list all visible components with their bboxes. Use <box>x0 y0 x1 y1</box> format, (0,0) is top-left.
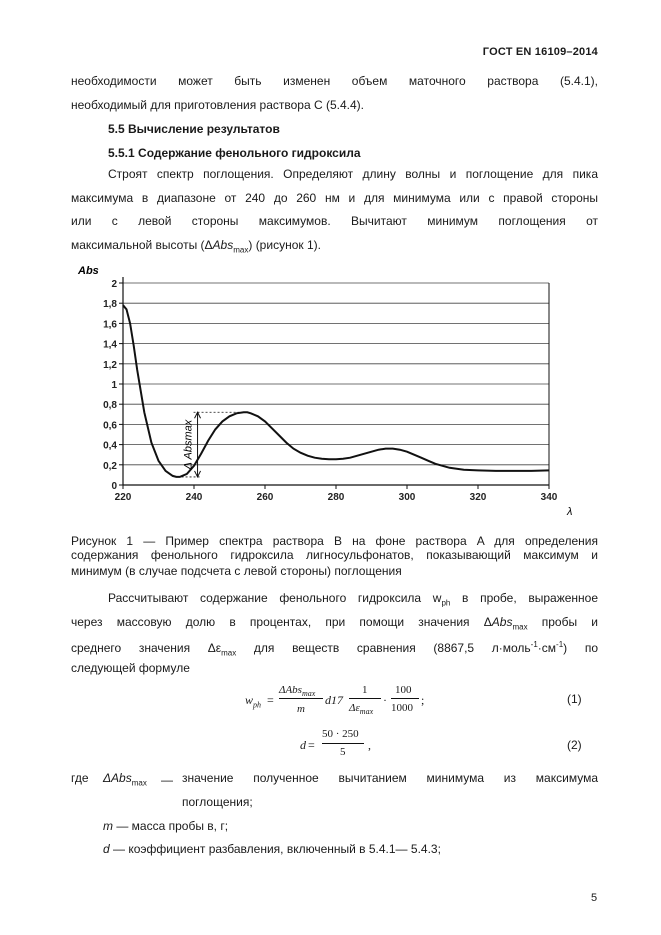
para2-line-1: Рассчитывают содержание фенольного гидроксила $w_{ph}$ в пробе, выраженное <box>108 591 598 608</box>
formula2-fraction-bar <box>322 743 364 744</box>
x-tick-label: 220 <box>114 492 132 503</box>
formula1-num2: 1 <box>362 684 368 696</box>
formula1-end: ; <box>421 693 425 707</box>
defs-d: d — коэффициент разбавления, включенный в 5.4.1— 5.4.3; <box>103 842 441 856</box>
y-tick-label: 0,6 <box>103 420 117 432</box>
formula2-den: 5 <box>340 746 346 758</box>
y-tick-label: 1,6 <box>103 319 117 331</box>
y-tick-label: 1,2 <box>103 359 117 371</box>
formula1-lhs: $w_{ph}$ <box>245 693 262 710</box>
figure-caption-line-1: Рисунок 1 — Пример спектра раствора B на фоне раствора A для определения <box>71 534 598 548</box>
figure-caption-line-2: содержания фенольного гидроксила лигносульфонатов, показывающий максимум и <box>71 548 598 562</box>
y-tick-label: 1 <box>111 380 117 391</box>
para1-line-4: максимальной высоты (ΔAbs$_{max}$) (рисунок 1). <box>71 238 321 255</box>
x-tick-label: 260 <box>256 492 274 503</box>
para1-line-1: Строят спектр поглощения. Определяют длину волны и поглощение для пика <box>108 167 598 181</box>
para2-line-3: среднего значения $\Delta\varepsilon_{max}$ для веществ сравнения (8867,5 $л\cdot моль^{-1}\cdot см^{-1}$) по <box>71 640 598 658</box>
section-subtitle: 5.5.1 Содержание фенольного гидроксила <box>108 146 361 160</box>
x-tick-label: 320 <box>469 492 487 503</box>
para2-line-2: через массовую долю в процентах, при помощи значения ΔAbs$_{max}$ пробы и <box>71 615 598 632</box>
figure-caption-line-3: минимум (в случае подсчета с левой стороны) поглощения <box>71 564 402 578</box>
formula2-end: , <box>368 738 371 752</box>
annotation-label: Δ Absmax <box>182 419 195 470</box>
formula1-mid: d17 <box>325 693 343 707</box>
formula1-den2: $\Delta\varepsilon_{max}$ <box>349 702 374 717</box>
formula2-num: 50 · 250 <box>322 728 359 740</box>
y-axis-label: Abs <box>78 265 99 277</box>
formula2-eq: = <box>308 738 315 752</box>
defs-abs-text-2: поглощения; <box>182 795 253 809</box>
formula1-number: (1) <box>567 692 582 706</box>
formula1-num1: ΔAbs$_{max}$ <box>279 684 316 699</box>
x-axis-label: λ <box>567 506 573 518</box>
y-tick-label: 0,4 <box>103 440 117 452</box>
formula1-fraction-bar-3 <box>391 698 419 699</box>
x-tick-label: 340 <box>540 492 558 503</box>
formula1-eq: = <box>267 693 274 707</box>
defs-where: где <box>71 771 89 785</box>
section-title: 5.5 Вычисление результатов <box>108 122 280 136</box>
absorption-spectrum-chart <box>60 258 580 520</box>
formula1-fraction-bar-1 <box>279 698 323 699</box>
formula1-num3: 100 <box>395 684 412 696</box>
x-tick-label: 280 <box>327 492 345 503</box>
formula2-number: (2) <box>567 738 582 752</box>
formula-1 <box>245 683 445 723</box>
defs-m: m — масса пробы в, г; <box>103 819 229 833</box>
defs-abs-text-1: значение полученное вычитанием минимума из максимума <box>182 771 598 785</box>
defs-dash: — <box>161 773 173 787</box>
formula1-den3: 1000 <box>391 702 413 714</box>
intro-line-2: необходимый для приготовления раствора С (5.4.4). <box>71 98 365 112</box>
intro-line-1: необходимости может быть изменен объем маточного раствора (5.4.1), <box>71 74 598 88</box>
y-tick-label: 1,8 <box>103 299 117 311</box>
y-tick-label: 0 <box>111 481 117 492</box>
formula1-den1: m <box>297 703 305 715</box>
y-tick-label: 1,4 <box>103 339 117 351</box>
standard-header: ГОСТ EN 16109–2014 <box>482 46 598 58</box>
para2-line-4: следующей формуле <box>71 661 190 675</box>
page-number: 5 <box>591 892 598 904</box>
para1-line-2: максимума в диапазоне от 240 до 260 нм и для минимума или с правой стороны <box>71 191 598 205</box>
formula-2 <box>300 728 400 762</box>
para1-line-3: или с левой стороны максимумов. Вычитают минимум поглощения от <box>71 214 598 228</box>
x-tick-label: 240 <box>185 492 203 503</box>
formula1-fraction-bar-2 <box>349 698 381 699</box>
y-tick-label: 0,8 <box>103 400 117 412</box>
defs-abs-symbol: ΔAbs$_{max}$ <box>103 771 147 788</box>
y-tick-label: 0,2 <box>103 460 117 472</box>
x-tick-label: 300 <box>398 492 416 503</box>
formula1-dot: · <box>383 693 387 707</box>
formula2-lhs: d <box>300 738 306 752</box>
y-tick-label: 2 <box>111 279 117 290</box>
